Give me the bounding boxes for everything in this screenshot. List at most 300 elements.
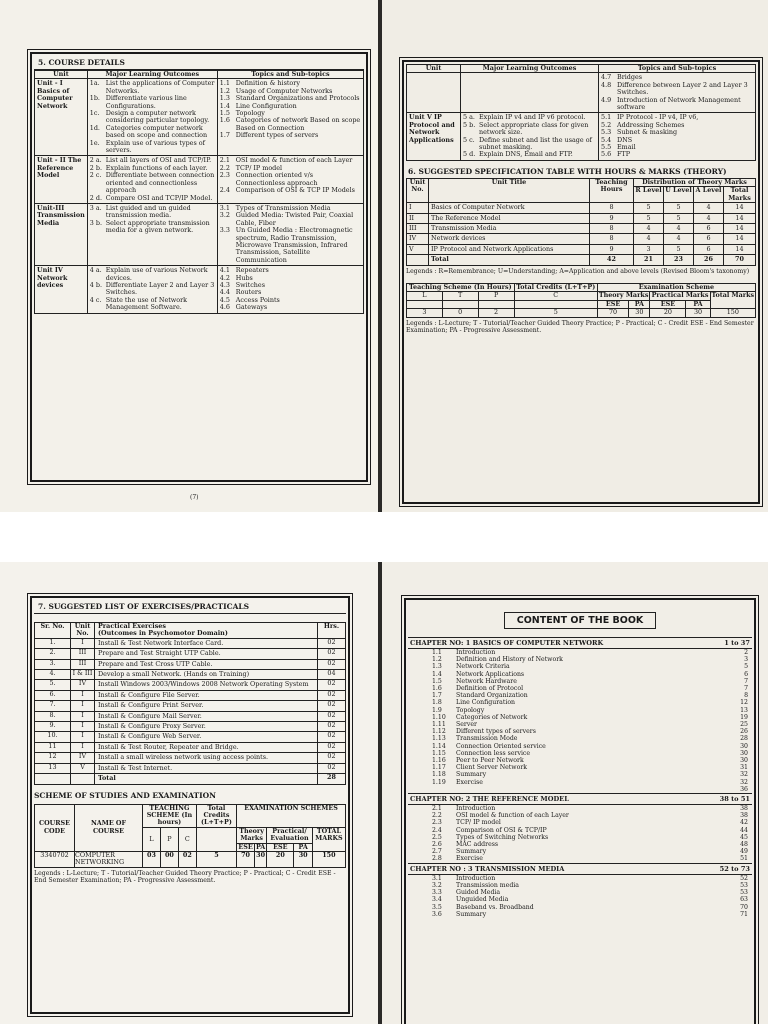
spec-total-r: 21 xyxy=(634,255,664,265)
toc-page: 32 xyxy=(740,778,748,786)
theory-marks: Theory Marks xyxy=(598,291,649,300)
toc-page: 6 xyxy=(744,670,748,678)
spec-no: III xyxy=(407,223,429,233)
unit-no: I xyxy=(71,732,95,742)
item-number: 4.3 xyxy=(219,280,230,289)
toc-entry xyxy=(408,896,752,903)
practical-row xyxy=(35,732,346,742)
toc-title: Transmission Mode xyxy=(456,735,518,743)
toc-entry xyxy=(408,707,752,714)
spec-no: V xyxy=(407,244,429,254)
practical-marks: Practical Marks xyxy=(651,291,709,300)
toc-title: Introduction xyxy=(456,805,496,813)
toc-number: 1.4 xyxy=(432,670,442,678)
teaching-scheme-head: TEACHING SCHEME (In hours) xyxy=(143,804,197,827)
toc-number: 1.13 xyxy=(432,735,446,743)
list-item xyxy=(220,117,361,132)
toc-number: 1.16 xyxy=(432,757,446,765)
scheme-legend: Legends : L-Lecture; T - Tutorial/Teacher Guided Theory Practice; P - Practical; C - Credit ESE - End Semester Examination; PA - Progressive Assessment. xyxy=(34,869,336,885)
practicals-section xyxy=(34,600,346,887)
toc-title: Client Server Network xyxy=(456,764,528,772)
spec-total: 14 xyxy=(724,203,756,213)
item-text: Addressing Schemes xyxy=(617,120,685,129)
col-topics: Topics and Sub-topics xyxy=(217,71,363,79)
toc-number: 3.4 xyxy=(432,896,442,904)
scheme-value: 20 xyxy=(650,309,686,317)
c-head: C xyxy=(178,827,196,851)
list-item xyxy=(220,304,361,311)
hours: 02 xyxy=(318,732,346,742)
toc-title: Baseband vs. Broadband xyxy=(456,903,534,911)
scheme-value: 30 xyxy=(686,309,710,317)
topics-cell-list xyxy=(601,114,753,158)
toc-entry xyxy=(408,848,752,855)
item-text: IP Protocol - IP v4, IP v6, xyxy=(617,113,699,122)
sr-no: 2. xyxy=(35,649,71,659)
spec-total-hours: 42 xyxy=(590,255,634,265)
scheme-value: 30 xyxy=(255,851,267,867)
hours: 02 xyxy=(318,701,346,711)
exercise: Install Windows 2003/Windows 2008 Network Operating System xyxy=(95,680,318,690)
outcomes-cell-list xyxy=(90,157,215,201)
item-number: 1c. xyxy=(89,109,100,118)
unit-name: Unit - I Basics of Computer Network xyxy=(35,79,88,156)
item-text: Explain use of various types of servers. xyxy=(105,138,205,155)
item-text: Compare OSI and TCP/IP Model. xyxy=(105,193,213,202)
toc-entry xyxy=(408,714,752,721)
spec-total: 14 xyxy=(724,234,756,244)
hours: 02 xyxy=(318,659,346,669)
topics-cell-list xyxy=(220,205,361,264)
toc-page: 8 xyxy=(744,692,748,700)
toc-entry xyxy=(408,757,752,764)
item-text: List the applications of Computer Networks. xyxy=(105,79,215,95)
scheme-value: 5 xyxy=(196,851,236,867)
toc-number: 2.1 xyxy=(432,805,442,813)
toc-number: 1.6 xyxy=(432,685,442,693)
course-details-table xyxy=(34,70,364,314)
list-item xyxy=(90,125,215,140)
toc-page: 32 xyxy=(740,771,748,779)
toc-title: Network Applications xyxy=(456,670,525,678)
toc-number: 2.5 xyxy=(432,833,442,841)
item-number: 4.5 xyxy=(219,295,230,304)
toc-page: 13 xyxy=(740,706,748,714)
toc-page: 44 xyxy=(740,826,748,834)
unit-name: Unit-III Transmission Media xyxy=(35,203,88,265)
scheme-value: 150 xyxy=(312,851,345,867)
practical-row xyxy=(35,722,346,732)
spec-hours: Teaching Hours xyxy=(590,178,634,202)
toc-page: 53 xyxy=(740,889,748,897)
unit-row xyxy=(35,79,364,156)
toc-number: 3.2 xyxy=(432,881,442,889)
spec-total-total: 70 xyxy=(724,255,756,265)
practicals-title: 7. SUGGESTED LIST OF EXERCISES/PRACTICALS xyxy=(34,600,346,614)
toc-title: Standard Organization xyxy=(456,692,528,700)
practicals-table xyxy=(34,622,346,785)
spec-hours: 8 xyxy=(590,234,634,244)
item-number: 5 a. xyxy=(463,113,475,122)
practical-row xyxy=(35,763,346,773)
item-text: Subnet & masking xyxy=(617,128,678,137)
toc-page: 25 xyxy=(740,721,748,729)
spec-total-u: 23 xyxy=(664,255,694,265)
item-number: 2 c. xyxy=(89,171,102,180)
item-text: Select appropriate transmission media for a given network. xyxy=(105,218,210,235)
course-details-table-cont xyxy=(406,64,756,161)
item-text: Introduction of Network Management software xyxy=(617,95,741,112)
toc-page: 5 xyxy=(744,663,748,671)
exercise: Install & Configure Proxy Server. xyxy=(95,722,318,732)
toc-title: OSI model & function of each Layer xyxy=(456,812,569,820)
toc-number: 1.11 xyxy=(432,721,446,729)
toc-title: Definition of Protocol xyxy=(456,685,524,693)
list-item xyxy=(220,132,361,139)
toc-page: 12 xyxy=(740,699,748,707)
unit-no: IV xyxy=(71,753,95,763)
item-text: Categories of network Based on scope Based on Connection xyxy=(235,116,361,132)
spec-r: 3 xyxy=(634,244,664,254)
item-text: Hubs xyxy=(235,273,253,282)
toc-page: 42 xyxy=(740,819,748,827)
outcomes-cell xyxy=(87,79,217,156)
toc-title: Comparison of OSI & TCP/IP xyxy=(456,826,547,834)
unit-name: Unit IV Network devices xyxy=(35,266,88,313)
item-number: 1.7 xyxy=(219,131,230,140)
toc-title: Server xyxy=(456,721,477,729)
toc-entry xyxy=(408,663,752,670)
item-number: 4.4 xyxy=(219,288,230,297)
item-text: Access Points xyxy=(235,295,280,304)
topics-cell-list xyxy=(220,267,361,311)
toc-page: 48 xyxy=(740,841,748,849)
toc-number: 2.4 xyxy=(432,826,442,834)
toc-title: Topology xyxy=(456,706,485,714)
toc-title: Categories of Network xyxy=(456,713,528,721)
theory-head: Theory Marks xyxy=(237,827,267,843)
toc-number: 1.1 xyxy=(432,649,442,656)
toc-page: 30 xyxy=(740,742,748,750)
col-topics: Topics and Sub-topics xyxy=(599,65,756,73)
scheme-value: 30 xyxy=(629,309,650,317)
toc-entry xyxy=(408,904,752,911)
toc-number: 2.8 xyxy=(432,855,442,863)
list-item xyxy=(220,172,361,187)
unit-no: I xyxy=(71,711,95,721)
unit-no: V xyxy=(71,763,95,773)
item-text: Connection oriented v/s Connectionless approach xyxy=(235,171,318,187)
unit-row xyxy=(35,266,364,313)
item-number: 3.3 xyxy=(219,226,230,235)
spec-u: 4 xyxy=(664,234,694,244)
list-item xyxy=(90,297,215,312)
item-text: Different types of servers xyxy=(235,131,319,140)
toc-entry xyxy=(408,771,752,778)
item-text: DNS xyxy=(617,135,633,144)
toc-title: Network Criteria xyxy=(456,663,510,671)
item-number: 4.9 xyxy=(601,95,612,104)
item-number: 1.3 xyxy=(219,94,230,103)
item-number: 5 c. xyxy=(463,135,475,144)
toc-number: 2.2 xyxy=(432,812,442,820)
toc-page: 31 xyxy=(740,764,748,772)
list-item xyxy=(220,187,361,194)
toc-number: 1.10 xyxy=(432,713,446,721)
item-number: 1.6 xyxy=(219,116,230,125)
exercise: Install & Configure Mail Server. xyxy=(95,711,318,721)
item-number: 2 b. xyxy=(89,163,102,172)
scheme-value: 150 xyxy=(710,309,755,317)
list-item xyxy=(90,140,215,155)
toc-page: 7 xyxy=(744,685,748,693)
hours: 02 xyxy=(318,680,346,690)
sr-no: 9. xyxy=(35,722,71,732)
toc-title: Exercise xyxy=(456,855,483,863)
pa-head: PA xyxy=(629,300,650,308)
spec-distribution: Distribution of Theory Marks xyxy=(634,178,756,186)
spec-total-a: 26 xyxy=(694,255,724,265)
toc-entry xyxy=(408,656,752,663)
practical-row xyxy=(35,701,346,711)
item-number: 4.2 xyxy=(219,273,230,282)
outcomes-cell xyxy=(87,266,217,313)
list-item xyxy=(601,82,753,97)
toc-page: 2 xyxy=(744,649,748,656)
item-number: 1.4 xyxy=(219,101,230,110)
practical-total-row xyxy=(35,774,346,784)
outcomes-cell-list xyxy=(463,114,596,158)
toc-page: 53 xyxy=(740,881,748,889)
toc-title: Unguided Media xyxy=(456,896,509,904)
topics-cell-list xyxy=(220,157,361,194)
toc-page: 49 xyxy=(740,848,748,856)
chapter-range: 1 to 37 xyxy=(724,639,750,647)
toc-entry xyxy=(408,834,752,841)
toc-number: 1.15 xyxy=(432,749,446,757)
chapter-heading xyxy=(408,793,752,805)
item-text: Guided Media: Twisted Pair, Coaxial Cable, Fiber xyxy=(235,211,354,227)
toc-number: 3.5 xyxy=(432,903,442,911)
toc-number: 2.7 xyxy=(432,848,442,856)
toc-title: Summary xyxy=(456,848,487,856)
section-title: 5. COURSE DETAILS xyxy=(34,56,364,70)
scheme-value: 3 xyxy=(407,309,443,317)
toc-title: Introduction xyxy=(456,649,496,656)
blank-cell xyxy=(461,73,599,113)
page-number: (7) xyxy=(190,494,199,501)
toc-entry xyxy=(408,819,752,826)
chapter-title: CHAPTER NO: 1 BASICS OF COMPUTER NETWORK xyxy=(410,639,604,647)
list-item xyxy=(463,137,596,152)
spec-r: 5 xyxy=(634,213,664,223)
spec-no: IV xyxy=(407,234,429,244)
list-item xyxy=(90,267,215,282)
item-number: 4.1 xyxy=(219,266,230,275)
col-sr: Sr. No. xyxy=(35,623,71,639)
toc-title xyxy=(456,786,722,793)
spec-title: IP Protocol and Network Applications xyxy=(429,244,590,254)
toc-page: 38 xyxy=(740,805,748,813)
ese-head-2: ESE xyxy=(267,843,294,851)
toc-title: Different types of servers xyxy=(456,728,536,736)
item-text: Design a computer network considering particular topology. xyxy=(105,109,210,125)
list-item xyxy=(90,195,215,202)
spec-row xyxy=(407,223,756,233)
item-text: Un Guided Media : Electromagnetic spectrum, Radio Transmission, Microwave Transmission, Infrared Transmission, Satellite Communication xyxy=(235,226,353,264)
toc-title: Connection Oriented service xyxy=(456,742,546,750)
toc-entry xyxy=(408,721,752,728)
item-number: 1.1 xyxy=(219,79,230,88)
toc-entry xyxy=(408,882,752,889)
spec-u: 4 xyxy=(664,223,694,233)
spec-total: Total Marks xyxy=(724,187,756,203)
exercise: Install & Test Router, Repeater and Bridge. xyxy=(95,742,318,752)
hours: 02 xyxy=(318,638,346,648)
item-text: Bridges xyxy=(617,73,643,82)
blank-cell xyxy=(35,774,71,784)
spec-r: 4 xyxy=(634,234,664,244)
toc-number: 1.18 xyxy=(432,771,446,779)
item-text: Gateways xyxy=(235,303,268,312)
outcomes-cell xyxy=(461,113,599,160)
toc-number: 1.9 xyxy=(432,706,442,714)
spec-a: 6 xyxy=(694,223,724,233)
pa-head-2: PA xyxy=(294,843,312,851)
toc-entry xyxy=(408,911,752,918)
t-head: T xyxy=(442,292,478,300)
scheme-value: 2 xyxy=(478,309,514,317)
item-number: 5.4 xyxy=(601,135,612,144)
unit-no: I xyxy=(71,722,95,732)
item-number: 2 a. xyxy=(89,156,102,165)
course-details-section xyxy=(34,56,364,314)
spec-unit-title: Unit Title xyxy=(429,178,590,202)
col-unit: Unit xyxy=(35,71,88,79)
toc-entry xyxy=(408,699,752,706)
toc-title: Introduction xyxy=(456,874,496,882)
chapter-range: 38 to 51 xyxy=(719,795,750,804)
scheme-value: 20 xyxy=(267,851,294,867)
topics-cell xyxy=(217,156,363,203)
hours: 02 xyxy=(318,742,346,752)
toc-page: 51 xyxy=(740,855,748,863)
contents-title: CONTENT OF THE BOOK xyxy=(504,612,657,629)
item-number: 5.1 xyxy=(601,113,612,122)
practical-row xyxy=(35,690,346,700)
item-number: 5.6 xyxy=(601,150,612,159)
list-item xyxy=(601,97,753,112)
toc-page: 71 xyxy=(740,910,748,918)
course-code: 3340702 xyxy=(35,851,75,867)
exercise: Prepare and Test Cross UTP Cable. xyxy=(95,659,318,669)
col-unit: Unit No. xyxy=(71,623,95,639)
hours: 02 xyxy=(318,690,346,700)
toc-entry xyxy=(408,678,752,685)
l-head: L xyxy=(407,292,443,300)
spec-hours: 9 xyxy=(590,213,634,223)
toc-entry xyxy=(408,805,752,812)
col-outcomes: Major Learning Outcomes xyxy=(87,71,217,79)
toc-page: 38 xyxy=(740,812,748,820)
toc-entry xyxy=(408,735,752,742)
scheme-value: 70 xyxy=(597,309,628,317)
exercise: Install a small wireless network using access points. xyxy=(95,753,318,763)
spec-r: 4 xyxy=(634,223,664,233)
total-credits: Total Credits (L+T+P) xyxy=(514,283,597,291)
toc-title: Definition and History of Network xyxy=(456,656,563,664)
sr-no: 13 xyxy=(35,763,71,773)
toc-entry xyxy=(408,671,752,678)
col-outcomes: Major Learning Outcomes xyxy=(461,65,599,73)
p-head: P xyxy=(160,827,178,851)
unit-no: I xyxy=(71,638,95,648)
toc-entry xyxy=(408,649,752,656)
unit-name: Unit V IP Protocol and Network Applications xyxy=(407,113,461,160)
spec-r: 5 xyxy=(634,203,664,213)
page-gap xyxy=(0,512,768,562)
item-number: 3.2 xyxy=(219,211,230,220)
toc-page: 28 xyxy=(740,735,748,743)
item-text: List all layers of OSI and TCP/IP. xyxy=(105,156,212,165)
outcomes-cell xyxy=(87,203,217,265)
spec-r: R Level xyxy=(634,187,664,203)
item-text: Definition & history xyxy=(235,79,300,88)
toc-page: 26 xyxy=(740,728,748,736)
toc-number: 1.8 xyxy=(432,699,442,707)
list-item xyxy=(463,151,596,158)
item-number: 5 b. xyxy=(463,120,476,129)
course-details-continued xyxy=(406,64,756,336)
item-text: Comparison of OSI & TCP IP Models xyxy=(235,186,355,195)
sr-no: 4. xyxy=(35,670,71,680)
item-text: Difference between Layer 2 and Layer 3 Switches. xyxy=(617,80,748,97)
sr-no: 12 xyxy=(35,753,71,763)
chapter-title: CHAPTER NO: 2 THE REFERENCE MODEL xyxy=(410,795,569,804)
spec-u: 5 xyxy=(664,213,694,223)
unit-no: I xyxy=(71,701,95,711)
list-item xyxy=(90,205,215,220)
total-label: Total xyxy=(95,774,318,784)
item-number: 2 d. xyxy=(89,193,102,202)
spec-title: Transmission Media xyxy=(429,223,590,233)
spec-total-label: Total xyxy=(429,255,590,265)
col-practical xyxy=(95,623,318,639)
spec-row xyxy=(407,213,756,223)
item-text: Differentiate between connection oriented and connectionless approach xyxy=(105,171,215,195)
toc-number: 1.14 xyxy=(432,742,446,750)
item-text: Categories computer network based on scope and connection xyxy=(105,123,208,140)
total-head: TOTAL MARKS xyxy=(312,827,345,851)
p-head: P xyxy=(478,292,514,300)
col-hrs: Hrs. xyxy=(318,623,346,639)
item-text: Line Configuration xyxy=(235,101,297,110)
item-number: 4.6 xyxy=(219,303,230,312)
spec-u: 5 xyxy=(664,203,694,213)
l-head: L xyxy=(143,827,161,851)
item-text: Types of Transmission Media xyxy=(235,203,331,212)
practical-row xyxy=(35,742,346,752)
item-number: 1.2 xyxy=(219,86,230,95)
chapter-range: 52 to 73 xyxy=(719,864,750,873)
scheme-value: 03 xyxy=(143,851,161,867)
spec-a: 6 xyxy=(694,234,724,244)
toc-number: 3.1 xyxy=(432,874,442,882)
item-number: 2.1 xyxy=(219,156,230,165)
spec-total-row xyxy=(407,255,756,265)
exercise: Install & Test Internet. xyxy=(95,763,318,773)
scheme-table xyxy=(34,804,346,868)
